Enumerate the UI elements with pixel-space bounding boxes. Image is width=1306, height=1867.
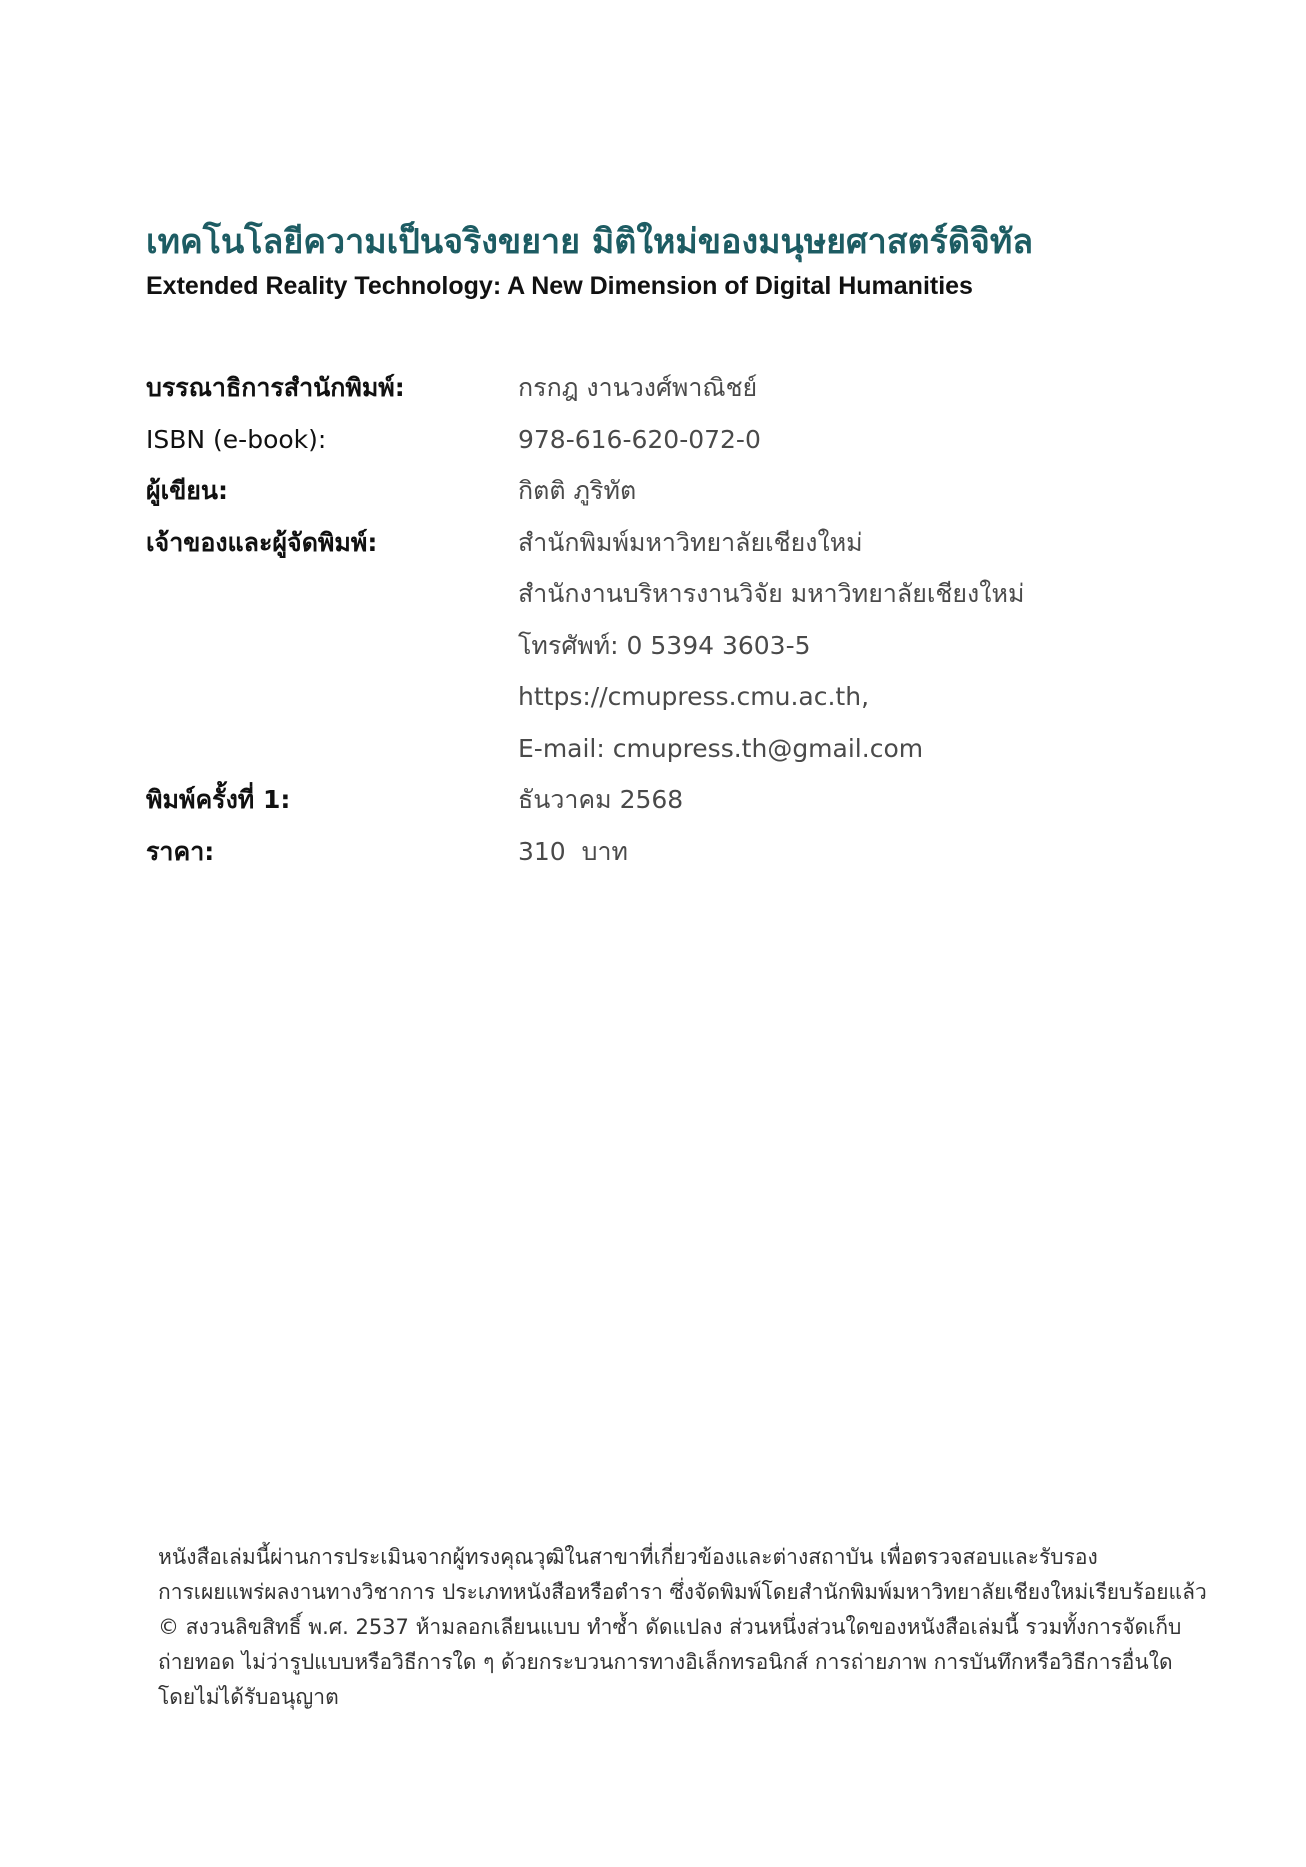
publisher-row	[146, 517, 1156, 775]
footer-line: ถ่ายทอด ไม่ว่ารูปแบบหรือวิธีการใด ๆ ด้วยกระบวนการทางอิเล็กทรอนิกส์ การถ่ายภาพ การบันทึกหรือวิธีการอื่นใด	[158, 1650, 1173, 1674]
author-row	[146, 465, 1156, 517]
author-value: กิตติ ภูริทัต	[518, 476, 637, 505]
price-label: ราคา:	[146, 836, 215, 866]
isbn-label: ISBN (e-book):	[146, 424, 327, 454]
english-title: Extended Reality Technology: A New Dimension of Digital Humanities	[146, 272, 973, 300]
title-block	[146, 216, 1186, 304]
author-label: ผู้เขียน:	[146, 476, 229, 505]
footer-line: การเผยแพร่ผลงานทางวิชาการ ประเภทหนังสือหรือตำรา ซึ่งจัดพิมพ์โดยสำนักพิมพ์มหาวิทยาลัยเชียงใหม่เรียบร้อยแล้ว	[158, 1580, 1207, 1604]
footer-line: โดยไม่ได้รับอนุญาต	[158, 1685, 339, 1709]
footer-line: © สงวนลิขสิทธิ์ พ.ศ. 2537 ห้ามลอกเลียนแบบ ทำซ้ำ ดัดแปลง ส่วนหนึ่งส่วนใดของหนังสือเล่มนี้ รวมทั้งการจัดเก็บ	[158, 1615, 1182, 1639]
price-value: 310 บาท	[518, 836, 628, 866]
publisher-label: เจ้าของและผู้จัดพิมพ์:	[146, 527, 378, 557]
price-row	[146, 826, 1156, 878]
publisher-name: สำนักพิมพ์มหาวิทยาลัยเชียงใหม่	[518, 527, 863, 557]
publisher-phone: โทรศัพท์: 0 5394 3603-5	[518, 630, 811, 660]
edition-label: พิมพ์ครั้งที่ 1:	[146, 785, 291, 814]
edition-row	[146, 774, 1156, 826]
copyright-notice	[158, 1540, 1207, 1715]
edition-value: ธันวาคม 2568	[518, 785, 684, 814]
thai-title: เทคโนโลยีความเป็นจริงขยาย มิติใหม่ของมนุษยศาสตร์ดิจิทัล	[146, 222, 1034, 262]
publisher-website: https://cmupress.cmu.ac.th,	[518, 682, 870, 711]
publisher-office: สำนักงานบริหารงานวิจัย มหาวิทยาลัยเชียงใหม่	[518, 579, 1025, 608]
isbn-value: 978-616-620-072-0	[518, 424, 761, 454]
isbn-row	[146, 414, 1156, 466]
publication-info	[146, 362, 1156, 877]
editor-value: กรกฎ งานวงศ์พาณิชย์	[518, 373, 758, 402]
editor-label: บรรณาธิการสำนักพิมพ์:	[146, 373, 405, 402]
editor-row	[146, 362, 1156, 414]
publisher-email: E-mail: cmupress.th@gmail.com	[518, 733, 924, 763]
footer-line: หนังสือเล่มนี้ผ่านการประเมินจากผู้ทรงคุณวุฒิในสาขาที่เกี่ยวข้องและต่างสถาบัน เพื่อตรวจสอบและรับรอง	[158, 1545, 1098, 1569]
